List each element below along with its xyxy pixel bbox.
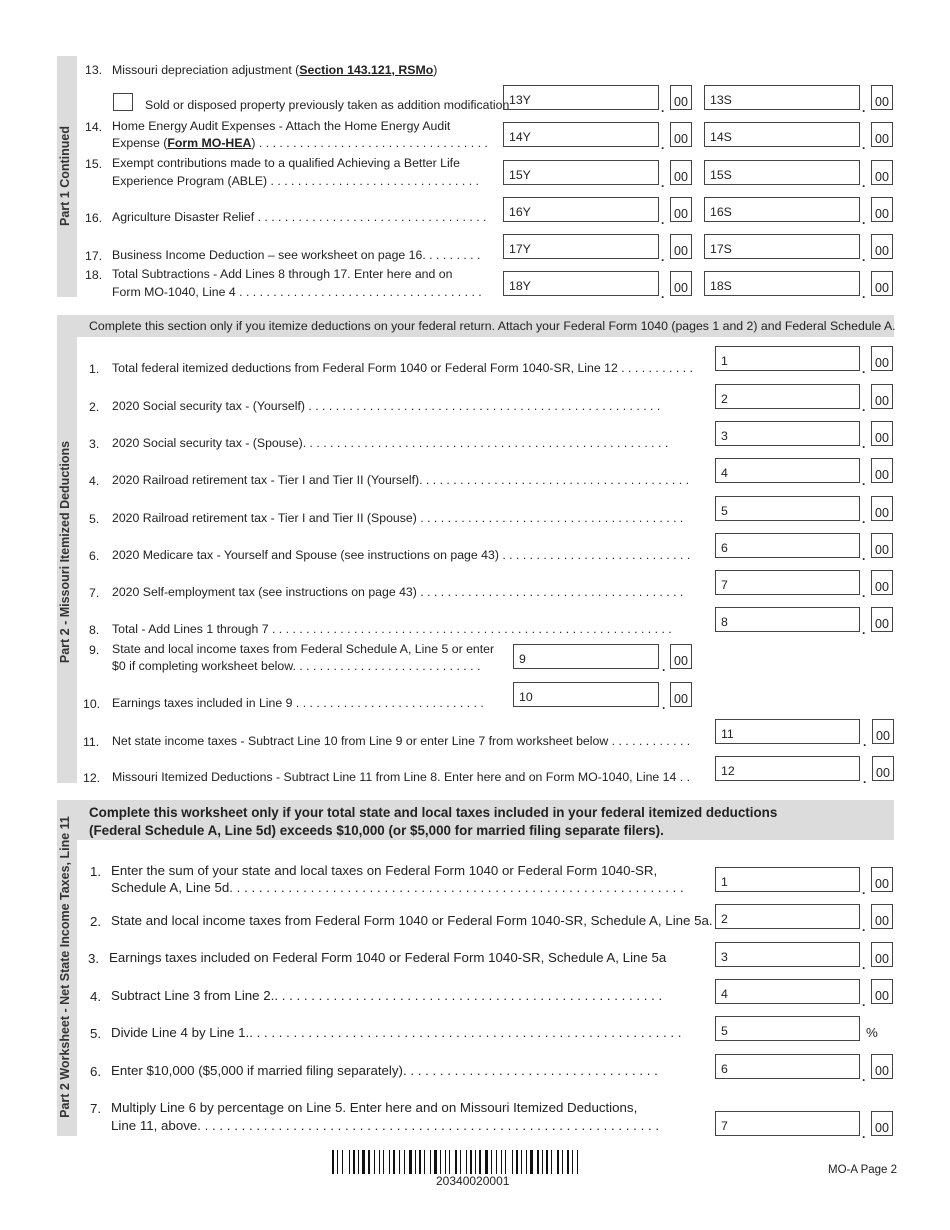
- line-18y-decimal: .: [661, 287, 665, 301]
- barcode-bar: [551, 1150, 552, 1174]
- barcode-bar: [376, 1150, 378, 1174]
- part2-line-1-decimal: .: [862, 362, 866, 376]
- part2-line-2-amount-field[interactable]: 2: [715, 384, 860, 409]
- line-10-decimal: .: [662, 698, 666, 712]
- line-14y-cents: 00: [670, 122, 692, 147]
- barcode-bar: [528, 1150, 529, 1174]
- part2-line-3-text: 2020 Social security tax - (Spouse). . . . . . . . . . . . . . . . . . . . . . . . . . . . . . . . . . . . . . . . . . . . . . . . . . . . . .: [112, 436, 669, 450]
- barcode-bar: [424, 1150, 425, 1174]
- barcode-bar: [406, 1150, 408, 1174]
- line-17y-amount-field[interactable]: 17Y: [503, 234, 659, 259]
- barcode-bar: [445, 1150, 446, 1174]
- line-14s-decimal: .: [862, 138, 866, 152]
- part2-line-1-amount-field[interactable]: 1: [715, 346, 860, 371]
- part2-line-4-number: 4.: [89, 474, 100, 488]
- barcode-bar: [399, 1150, 400, 1174]
- line-18-number: 18.: [85, 268, 103, 282]
- line-17s-cents: 00: [871, 234, 893, 259]
- line-13y-decimal: .: [661, 101, 665, 115]
- barcode-bar: [503, 1150, 504, 1174]
- line-12-decimal: .: [863, 772, 867, 786]
- part2-line-8-decimal: .: [862, 623, 866, 637]
- barcode-bar: [516, 1150, 518, 1174]
- worksheet-sidebar-label: Part 2 Worksheet - Net State Income Taxes, Line 11: [58, 816, 72, 1118]
- barcode-bar: [505, 1150, 506, 1174]
- barcode-bar: [479, 1150, 481, 1174]
- ws-line-3-cents: 00: [871, 942, 893, 967]
- line-12-amount-field[interactable]: 12: [715, 756, 860, 781]
- part2-line-3-number: 3.: [89, 437, 100, 451]
- barcode-bar: [514, 1150, 515, 1174]
- form-mo-hea-link[interactable]: Form MO-HEA: [167, 136, 252, 150]
- ws-line-4-number: 4.: [90, 989, 102, 1004]
- ws-line-6-number: 6.: [90, 1064, 102, 1079]
- line-13-label: Missouri depreciation adjustment (Section 143.121, RSMo): [112, 63, 438, 77]
- line-17-text: Business Income Deduction – see worksheet on page 16. . . . . . . . .: [112, 248, 481, 262]
- worksheet-banner-line2: (Federal Schedule A, Line 5d) exceeds $10,000 (or $5,000 for married filing separate filers).: [89, 823, 664, 838]
- line-12-cents: 00: [872, 756, 894, 781]
- barcode-bar: [379, 1150, 380, 1174]
- barcode-bar: [496, 1150, 497, 1174]
- ws-line-3-amount-field[interactable]: 3: [715, 942, 860, 967]
- line-15s-cents: 00: [871, 160, 893, 185]
- line-18s-cents: 00: [871, 271, 893, 296]
- barcode-bar: [404, 1150, 405, 1174]
- ws-line-1-decimal: .: [862, 883, 866, 897]
- line-14s-cents: 00: [871, 122, 893, 147]
- barcode-bar: [391, 1150, 392, 1174]
- ws-line-7-amount-field[interactable]: 7: [715, 1111, 860, 1136]
- ws-line-7-text1: Multiply Line 6 by percentage on Line 5. Enter here and on Missouri Itemized Deductions,: [111, 1100, 638, 1115]
- barcode-bar: [546, 1150, 548, 1174]
- barcode-bar: [483, 1150, 484, 1174]
- line-18-text2: Form MO-1040, Line 4 . . . . . . . . . . . . . . . . . . . . . . . . . . . . . . . . . . . .: [112, 285, 482, 299]
- barcode-bar: [417, 1150, 418, 1174]
- line-11-cents: 00: [872, 719, 894, 744]
- barcode-bar: [430, 1150, 431, 1174]
- barcode-bar: [574, 1150, 576, 1174]
- line-13y-cents: 00: [670, 85, 692, 110]
- barcode-bar: [358, 1150, 359, 1174]
- part2-line-5-amount-field[interactable]: 5: [715, 496, 860, 521]
- line-17y-cents: 00: [670, 234, 692, 259]
- line-12-text: Missouri Itemized Deductions - Subtract Line 11 from Line 8. Enter here and on Form MO-1040, Line 14 . .: [112, 770, 691, 784]
- line-9-text1: State and local income taxes from Federal Schedule A, Line 5 or enter: [112, 642, 495, 656]
- part2-line-4-cents: 00: [871, 458, 893, 483]
- barcode-bar: [544, 1150, 545, 1174]
- line-9-amount-field[interactable]: 9: [513, 644, 659, 669]
- part2-line-6-cents: 00: [871, 533, 893, 558]
- part1-sidebar-label: Part 1 Continued: [58, 126, 72, 227]
- barcode-bar: [413, 1150, 414, 1174]
- barcode-bar: [385, 1150, 388, 1174]
- line-16-text: Agriculture Disaster Relief . . . . . . . . . . . . . . . . . . . . . . . . . . . . . . . . . .: [112, 210, 487, 224]
- barcode-bar: [572, 1150, 573, 1174]
- barcode-bar: [337, 1150, 338, 1174]
- barcode-bar: [477, 1150, 478, 1174]
- line-12-number: 12.: [83, 771, 101, 785]
- barcode-bar: [396, 1150, 398, 1174]
- line-15s-decimal: .: [862, 176, 866, 190]
- barcode-bar: [374, 1150, 375, 1174]
- barcode-bar: [462, 1150, 465, 1174]
- barcode-bar: [360, 1150, 361, 1174]
- ws-line-1-text1: Enter the sum of your state and local taxes on Federal Form 1040 or Federal Form 1040-SR,: [111, 863, 658, 878]
- barcode-bar: [447, 1150, 448, 1174]
- barcode-bar: [339, 1150, 341, 1174]
- page-label: MO-A Page 2: [828, 1164, 898, 1176]
- line-14-text2: Expense (Form MO-HEA) . . . . . . . . . . . . . . . . . . . . . . . . . . . . . . . . . .: [112, 136, 488, 150]
- ws-line-4-cents: 00: [871, 979, 893, 1004]
- part2-banner-text: Complete this section only if you itemize deductions on your federal return. Attach your Federal Form 1040 (pages 1 and 2) and Federal Schedule A.: [89, 319, 896, 333]
- part2-line-6-number: 6.: [89, 549, 100, 563]
- line-18s-amount-field[interactable]: 18S: [704, 271, 860, 296]
- barcode-bar: [422, 1150, 423, 1174]
- ws-line-4-text: Subtract Line 3 from Line 2.. . . . . . . . . . . . . . . . . . . . . . . . . . . . . . . . . . . . . . . . . . . . . . . . . . . . .: [111, 988, 663, 1003]
- ws-line-5-amount-field[interactable]: 5: [715, 1016, 860, 1041]
- barcode-bar: [570, 1150, 571, 1174]
- line-15-text2: Experience Program (ABLE) . . . . . . . . . . . . . . . . . . . . . . . . . . . . . . .: [112, 174, 479, 188]
- barcode-bar: [498, 1150, 500, 1174]
- part2-line-4-amount-field[interactable]: 4: [715, 458, 860, 483]
- worksheet-banner-line1: Complete this worksheet only if your total state and local taxes included in your federal itemized deductions: [89, 805, 778, 820]
- barcode-bar: [557, 1150, 559, 1174]
- barcode-bar: [409, 1150, 412, 1174]
- line-16s-cents: 00: [871, 197, 893, 222]
- sold-property-label: Sold or disposed property previously taken as addition modification: [145, 98, 510, 112]
- line-15-number: 15.: [85, 157, 103, 171]
- part2-line-2-cents: 00: [871, 384, 893, 409]
- barcode-bar: [501, 1150, 502, 1174]
- line-17y-decimal: .: [661, 250, 665, 264]
- part2-line-7-text: 2020 Self-employment tax (see instructions on page 43) . . . . . . . . . . . . . . . . . . . . . . . . . . . . . . . . . . . . . . .: [112, 585, 684, 599]
- line-13s-amount-field[interactable]: 13S: [704, 85, 860, 110]
- barcode-bar: [537, 1150, 539, 1174]
- barcode-bar: [353, 1150, 355, 1174]
- part2-sidebar-label: Part 2 - Missouri Itemized Deductions: [58, 440, 72, 664]
- line-16y-amount-field[interactable]: 16Y: [503, 197, 659, 222]
- ws-line-5-number: 5.: [90, 1026, 102, 1041]
- barcode-bar: [507, 1150, 510, 1174]
- barcode-bar: [344, 1150, 347, 1174]
- barcode-bar: [567, 1150, 569, 1174]
- part2-line-7-cents: 00: [871, 570, 893, 595]
- part2-line-6-text: 2020 Medicare tax - Yourself and Spouse (see instructions on page 43) . . . . . . . . . . . . . . . . . . . . . . . . . . . .: [112, 548, 691, 562]
- part2-line-3-amount-field[interactable]: 3: [715, 421, 860, 446]
- ws-line-3-text: Earnings taxes included on Federal Form 1040 or Federal Form 1040-SR, Schedule A, Line 5a: [109, 950, 667, 965]
- ws-line-7-text2: Line 11, above. . . . . . . . . . . . . . . . . . . . . . . . . . . . . . . . . . . . . . . . . . . . . . . . . . . . . . . . . . . . . . .: [111, 1118, 660, 1133]
- part2-line-1-number: 1.: [89, 362, 100, 376]
- part2-line-5-cents: 00: [871, 496, 893, 521]
- barcode-bar: [540, 1150, 541, 1174]
- part2-line-7-number: 7.: [89, 586, 100, 600]
- ws-line-1-text2: Schedule A, Line 5d. . . . . . . . . . . . . . . . . . . . . . . . . . . . . . . . . . . . . . . . . . . . . . . . . . . . . . . . . . . . . .: [111, 880, 684, 895]
- barcode-bar: [468, 1150, 469, 1174]
- line-13s-decimal: .: [862, 101, 866, 115]
- ws-line-4-decimal: .: [862, 995, 866, 1009]
- ws-line-6-text: Enter $10,000 ($5,000 if married filing separately). . . . . . . . . . . . . . . . . . . . . . . . . . . . . . . . . . .: [111, 1063, 658, 1078]
- line-16-number: 16.: [85, 211, 103, 225]
- barcode-bar: [458, 1150, 459, 1174]
- barcode-bar: [460, 1150, 461, 1174]
- line-13s-cents: 00: [871, 85, 893, 110]
- barcode-bar: [402, 1150, 403, 1174]
- line-18y-cents: 00: [670, 271, 692, 296]
- barcode-bar: [426, 1150, 428, 1174]
- line-18-text1: Total Subtractions - Add Lines 8 through 17. Enter here and on: [112, 267, 453, 281]
- line-9-decimal: .: [662, 660, 666, 674]
- ws-line-3-number: 3.: [88, 951, 100, 966]
- part2-line-5-number: 5.: [89, 512, 100, 526]
- line-16s-decimal: .: [862, 213, 866, 227]
- ws-line-1-number: 1.: [90, 864, 102, 879]
- ws-line-6-cents: 00: [871, 1054, 893, 1079]
- line-9-cents: 00: [670, 644, 692, 669]
- barcode-bar: [349, 1150, 350, 1174]
- barcode-bar: [493, 1150, 495, 1174]
- line-15-text1: Exempt contributions made to a qualified Achieving a Better Life: [112, 156, 460, 170]
- line-18y-amount-field[interactable]: 18Y: [503, 271, 659, 296]
- barcode-bar: [368, 1150, 370, 1174]
- barcode-bar: [455, 1150, 457, 1174]
- line-15y-decimal: .: [661, 176, 665, 190]
- barcode-bar: [393, 1150, 395, 1174]
- barcode-bar: [470, 1150, 472, 1174]
- part2-line-4-text: 2020 Railroad retirement tax - Tier I and Tier II (Yourself). . . . . . . . . . . . . . . . . . . . . . . . . . . . . . . . . . . . . . . .: [112, 473, 690, 487]
- barcode-bar: [449, 1150, 450, 1174]
- line-11-number: 11.: [83, 735, 100, 749]
- barcode-bar: [466, 1150, 467, 1174]
- barcode-bar: [362, 1150, 365, 1174]
- barcode-number: 20340020001: [436, 1174, 510, 1188]
- barcode-bar: [351, 1150, 352, 1174]
- barcode-bar: [542, 1150, 543, 1174]
- barcode-bar: [530, 1150, 533, 1174]
- part2-line-4-decimal: .: [862, 474, 866, 488]
- line-11-amount-field[interactable]: 11: [715, 719, 860, 744]
- line-16y-cents: 00: [670, 197, 692, 222]
- part2-line-5-text: 2020 Railroad retirement tax - Tier I and Tier II (Spouse) . . . . . . . . . . . . . . . . . . . . . . . . . . . . . . . . . . . . . . .: [112, 511, 684, 525]
- line-15y-amount-field[interactable]: 15Y: [503, 160, 659, 185]
- part2-line-5-decimal: .: [862, 512, 866, 526]
- barcode-bar: [434, 1150, 437, 1174]
- part2-line-2-text: 2020 Social security tax - (Yourself) . . . . . . . . . . . . . . . . . . . . . . . . . . . . . . . . . . . . . . . . . . . . . . . . . . . .: [112, 399, 661, 413]
- part2-line-8-cents: 00: [871, 607, 893, 632]
- barcode-bar: [432, 1150, 433, 1174]
- part2-line-7-decimal: .: [862, 586, 866, 600]
- barcode-bar: [485, 1150, 488, 1174]
- barcode-bar: [560, 1150, 561, 1174]
- part2-line-2-number: 2.: [89, 400, 100, 414]
- barcode-bar: [342, 1150, 343, 1174]
- barcode-bar: [438, 1150, 439, 1174]
- line-10-amount-field[interactable]: 10: [513, 682, 659, 707]
- barcode-bar: [577, 1150, 578, 1174]
- line-15y-cents: 00: [670, 160, 692, 185]
- line-14y-decimal: .: [661, 138, 665, 152]
- line-15s-amount-field[interactable]: 15S: [704, 160, 860, 185]
- line-9-number: 9.: [89, 643, 100, 657]
- ws-line-7-number: 7.: [90, 1101, 102, 1116]
- part2-line-7-amount-field[interactable]: 7: [715, 570, 860, 595]
- line-17-number: 17.: [85, 249, 103, 263]
- ws-line-1-amount-field[interactable]: 1: [715, 867, 860, 892]
- ws-line-2-cents: 00: [871, 904, 893, 929]
- ws-line-5-percent: %: [866, 1025, 878, 1040]
- barcode-bar: [565, 1150, 566, 1174]
- barcode-bar: [335, 1150, 336, 1174]
- ws-line-2-number: 2.: [90, 914, 102, 929]
- barcode-bar: [553, 1150, 556, 1174]
- barcode-bar: [579, 1150, 582, 1174]
- ws-line-2-decimal: .: [862, 920, 866, 934]
- barcode-bar: [562, 1150, 563, 1174]
- barcode-bar: [473, 1150, 474, 1174]
- barcode-bar: [519, 1150, 520, 1174]
- part2-line-6-amount-field[interactable]: 6: [715, 533, 860, 558]
- barcode-bar: [383, 1150, 384, 1174]
- ws-line-3-decimal: .: [862, 958, 866, 972]
- line-13-number: 13.: [85, 63, 103, 77]
- barcode-bar: [366, 1150, 367, 1174]
- barcode-bar: [356, 1150, 357, 1174]
- barcode-bar: [381, 1150, 382, 1174]
- barcode-bar: [451, 1150, 453, 1174]
- ws-line-2-text: State and local income taxes from Federal Form 1040 or Federal Form 1040-SR, Schedule A, Line 5a.: [111, 913, 713, 928]
- line-16s-amount-field[interactable]: 16S: [704, 197, 860, 222]
- part2-line-6-decimal: .: [862, 549, 866, 563]
- part2-line-8-amount-field[interactable]: 8: [715, 607, 860, 632]
- line-13y-amount-field[interactable]: 13Y: [503, 85, 659, 110]
- ws-line-4-amount-field[interactable]: 4: [715, 979, 860, 1004]
- barcode-bar: [419, 1150, 421, 1174]
- barcode-bar: [332, 1150, 334, 1174]
- barcode-bar: [549, 1150, 550, 1174]
- line-14y-amount-field[interactable]: 14Y: [503, 122, 659, 147]
- barcode-bar: [371, 1150, 372, 1174]
- line-11-text: Net state income taxes - Subtract Line 10 from Line 9 or enter Line 7 from worksheet below . . . . . . . . . . . .: [112, 734, 691, 748]
- part2-line-3-cents: 00: [871, 421, 893, 446]
- line-17s-decimal: .: [862, 250, 866, 264]
- barcode-bar: [415, 1150, 416, 1174]
- barcode-bar: [475, 1150, 476, 1174]
- line-11-decimal: .: [863, 735, 867, 749]
- line-14-text1: Home Energy Audit Expenses - Attach the Home Energy Audit: [112, 119, 451, 133]
- sold-property-checkbox[interactable]: [113, 93, 133, 111]
- barcode-bar: [440, 1150, 441, 1174]
- ws-line-6-decimal: .: [862, 1070, 866, 1084]
- part2-line-2-decimal: .: [862, 400, 866, 414]
- ws-line-1-cents: 00: [871, 867, 893, 892]
- line-10-text: Earnings taxes included in Line 9 . . . . . . . . . . . . . . . . . . . . . . . . . . . .: [112, 696, 484, 710]
- part2-line-3-decimal: .: [862, 437, 866, 451]
- barcode-bar: [442, 1150, 444, 1174]
- barcode-bar: [521, 1150, 522, 1174]
- ws-line-7-cents: 00: [871, 1111, 893, 1136]
- barcode-bar: [491, 1150, 492, 1174]
- barcode-bar: [389, 1150, 390, 1174]
- line-14s-amount-field[interactable]: 14S: [704, 122, 860, 147]
- barcode-bar: [526, 1150, 527, 1174]
- part2-line-8-text: Total - Add Lines 1 through 7 . . . . . . . . . . . . . . . . . . . . . . . . . . . . . . . . . . . . . . . . . . . . . . . . . . . . . . . . . . .: [112, 622, 672, 636]
- line-17s-amount-field[interactable]: 17S: [704, 234, 860, 259]
- part2-line-1-text: Total federal itemized deductions from Federal Form 1040 or Federal Form 1040-SR, Line 12 . . . . . . . . . . .: [112, 361, 693, 375]
- ws-line-2-amount-field[interactable]: 2: [715, 904, 860, 929]
- line-10-number: 10.: [83, 697, 101, 711]
- barcode-bar: [523, 1150, 525, 1174]
- line-18s-decimal: .: [862, 287, 866, 301]
- line-10-cents: 00: [670, 682, 692, 707]
- section-link[interactable]: Section 143.121, RSMo: [299, 63, 434, 77]
- ws-line-7-decimal: .: [862, 1127, 866, 1141]
- ws-line-6-amount-field[interactable]: 6: [715, 1054, 860, 1079]
- barcode-bar: [489, 1150, 490, 1174]
- part2-line-8-number: 8.: [89, 623, 100, 637]
- barcode-bar: [512, 1150, 513, 1174]
- line-9-text2: $0 if completing worksheet below. . . . . . . . . . . . . . . . . . . . . . . . . . . .: [112, 659, 481, 673]
- barcode: [332, 1150, 619, 1174]
- barcode-bar: [534, 1150, 535, 1174]
- line-14-number: 14.: [85, 120, 103, 134]
- part2-line-1-cents: 00: [871, 346, 893, 371]
- line-16y-decimal: .: [661, 213, 665, 227]
- ws-line-5-text: Divide Line 4 by Line 1.. . . . . . . . . . . . . . . . . . . . . . . . . . . . . . . . . . . . . . . . . . . . . . . . . . . . . . . . . . .: [111, 1025, 682, 1040]
